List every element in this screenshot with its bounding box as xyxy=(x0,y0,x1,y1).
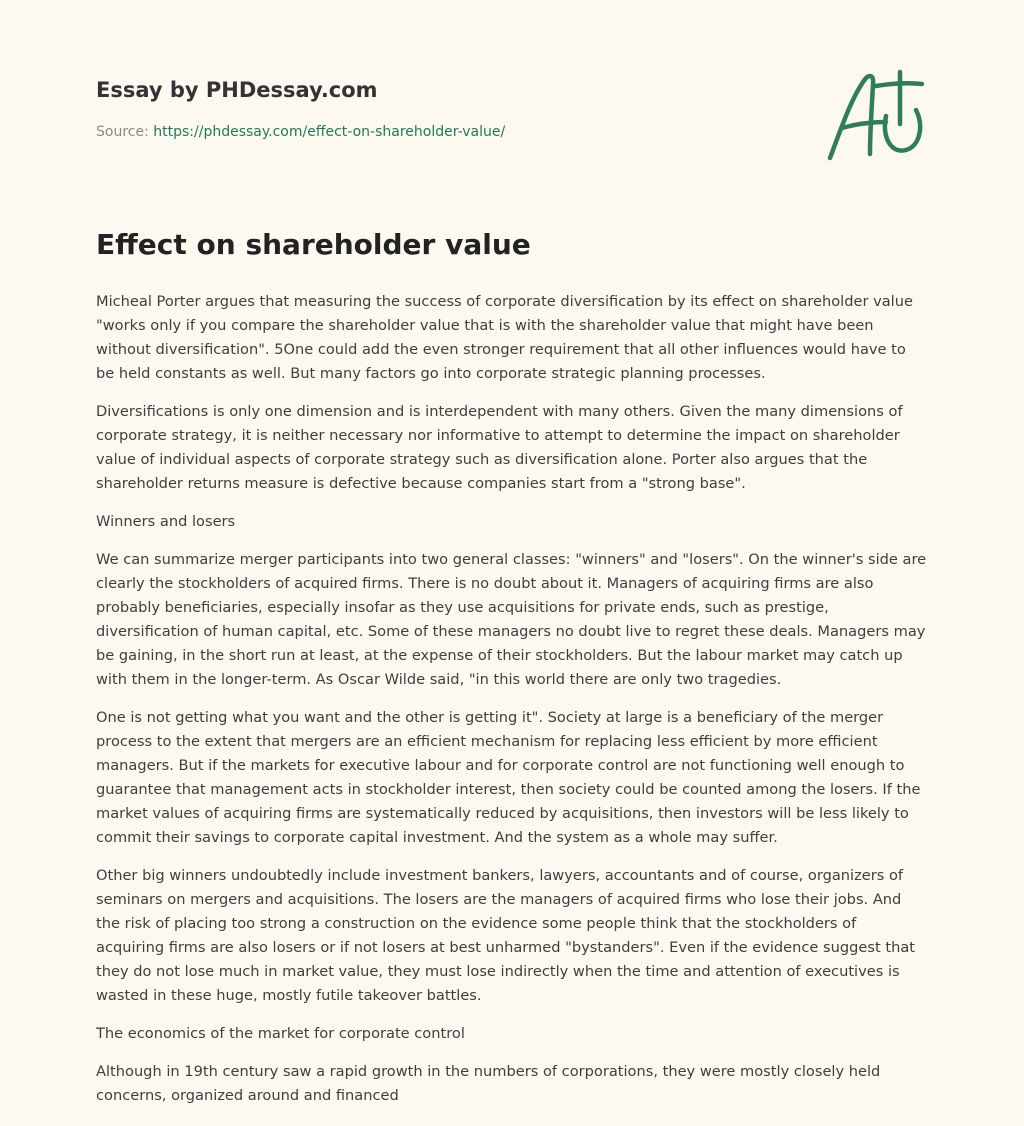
source-line xyxy=(96,122,736,142)
paragraph: Diversifications is only one dimension and is interdependent with many others. Given the many dimensions of corporate strategy, it is neither necessary nor informative to attempt to determine the impact on shareholder value of individual aspects of corporate strategy such as diversification alone. Porter also argues that the shareholder returns measure is defective because companies start from a "strong base". xyxy=(96,403,903,492)
paragraph: Although in 19th century saw a rapid growth in the numbers of corporations, they were mostly closely held concerns, organized around and financed xyxy=(96,1063,881,1104)
source-label: Source: xyxy=(96,124,154,140)
page-header xyxy=(96,74,736,142)
article xyxy=(96,226,928,1122)
article-title: Effect on shareholder value xyxy=(96,228,531,261)
source-link[interactable]: https://phdessay.com/effect-on-shareholder-value/ xyxy=(153,124,506,140)
paragraph: We can summarize merger participants into two general classes: "winners" and "losers". On the winner's side are clearly the stockholders of acquired firms. There is no doubt about it. Managers of acquiring firms are also probably beneficiaries, especially insofar as they use acquisitions for private ends, such as prestige, diversification of human capital, etc. Some of these managers no doubt live to regret these deals. Managers may be gaining, in the short run at least, at the expense of their stockholders. But the labour market may catch up with them in the longer-term. As Oscar Wilde said, "in this world there are only two tragedies. xyxy=(96,551,927,688)
paragraph: One is not getting what you want and the other is getting it". Society at large is a beneficiary of the merger process to the extent that mergers are an efficient mechanism for replacing less efficient by more efficient managers. But if the markets for executive labour and for corporate control are not functioning well enough to guarantee that management acts in stockholder interest, then society could be counted among the losers. If the market values of acquiring firms are systematically reduced by acquisitions, then investors will be less likely to commit their savings to corporate capital investment. And the system as a whole may suffer. xyxy=(96,709,921,846)
a-plus-logo xyxy=(820,66,930,166)
section-heading: Winners and losers xyxy=(96,513,236,530)
section-heading: The economics of the market for corporate control xyxy=(96,1025,465,1042)
paragraph: Other big winners undoubtedly include investment bankers, lawyers, accountants and of course, organizers of seminars on mergers and acquisitions. The losers are the managers of acquired firms who lose their jobs. And the risk of placing too strong a construction on the evidence some people think that the stockholders of acquiring firms are also losers or if not losers at best unharmed "bystanders". Even if the evidence suggest that they do not lose much in market value, they must lose indirectly when the time and attention of executives is wasted in these huge, mostly futile takeover battles. xyxy=(96,867,916,1004)
paragraph: Micheal Porter argues that measuring the success of corporate diversification by its effect on shareholder value "works only if you compare the shareholder value that is with the shareholder value that might have been without diversification". 5One could add the even stronger requirement that all other influences would have to be held constants as well. But many factors go into corporate strategic planning processes. xyxy=(96,293,913,382)
site-brand: Essay by PHDessay.com xyxy=(96,78,378,102)
